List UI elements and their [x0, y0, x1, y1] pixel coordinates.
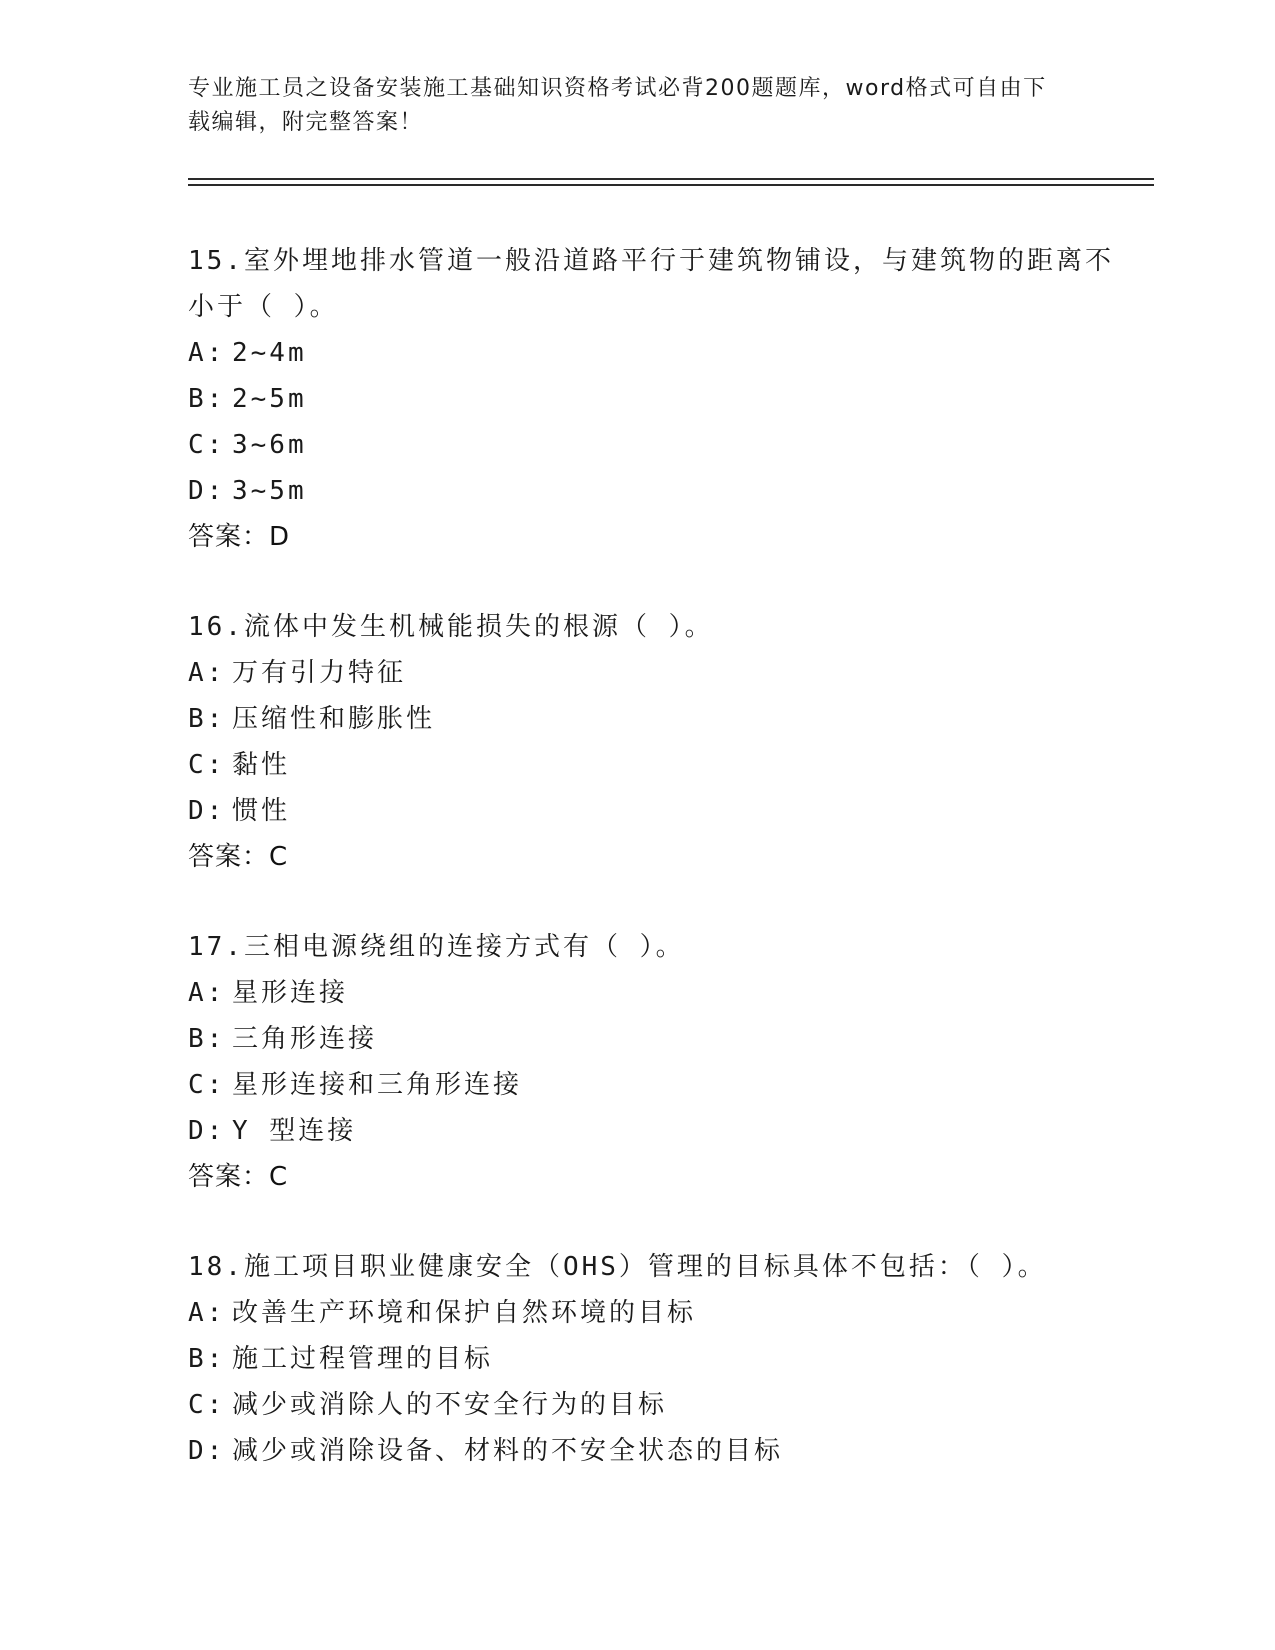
question-number: 16. — [188, 612, 244, 642]
option-text: 星形连接 — [232, 978, 349, 1008]
answer-line: 答案：C — [188, 842, 289, 872]
option-b — [188, 1336, 1138, 1382]
option-a — [188, 1290, 1138, 1336]
option-key: C: — [188, 1070, 226, 1100]
option-text: Y 型连接 — [232, 1116, 357, 1146]
option-text: 万有引力特征 — [232, 658, 407, 688]
option-key: C: — [188, 1390, 226, 1420]
option-text: 三角形连接 — [232, 1024, 378, 1054]
option-a — [188, 330, 1138, 376]
option-key: B: — [188, 1024, 226, 1054]
question-item — [188, 604, 1138, 880]
question-stem: 室外埋地排水管道一般沿道路平行于建筑物铺设，与建筑物的距离不小于（ ）。 — [188, 246, 1114, 322]
option-key: B: — [188, 704, 226, 734]
question-stem: 施工项目职业健康安全（OHS）管理的目标具体不包括：（ ）。 — [243, 1252, 1047, 1282]
question-stem: 流体中发生机械能损失的根源（ ）。 — [243, 612, 714, 642]
option-text: 改善生产环境和保护自然环境的目标 — [232, 1298, 697, 1328]
option-key: C: — [188, 750, 226, 780]
question-item — [188, 924, 1138, 1200]
option-key: D: — [188, 1436, 226, 1466]
option-key: A: — [188, 978, 226, 1008]
option-key: B: — [188, 1344, 226, 1374]
question-number: 18. — [188, 1252, 244, 1282]
option-c — [188, 1062, 1138, 1108]
option-text: 惯性 — [232, 796, 291, 826]
question-item — [188, 238, 1138, 560]
option-b — [188, 696, 1138, 742]
question-item — [188, 1244, 1138, 1474]
question-number: 15. — [188, 246, 244, 276]
question-text — [188, 924, 1138, 970]
option-text: 减少或消除人的不安全行为的目标 — [232, 1390, 668, 1420]
option-b — [188, 1016, 1138, 1062]
option-d — [188, 788, 1138, 834]
option-key: C: — [188, 430, 226, 460]
option-key: A: — [188, 658, 226, 688]
question-text — [188, 604, 1138, 650]
header-divider-bottom — [188, 184, 1154, 186]
option-key: A: — [188, 1298, 226, 1328]
question-text — [188, 1244, 1138, 1290]
option-text: 2~4m — [232, 338, 307, 368]
option-d — [188, 1428, 1138, 1474]
option-c — [188, 422, 1138, 468]
option-text: 减少或消除设备、材料的不安全状态的目标 — [232, 1436, 784, 1466]
question-stem: 三相电源绕组的连接方式有（ ）。 — [243, 932, 685, 962]
option-text: 星形连接和三角形连接 — [232, 1070, 523, 1100]
option-d — [188, 1108, 1138, 1154]
option-text: 3~5m — [232, 476, 307, 506]
option-key: D: — [188, 796, 226, 826]
option-a — [188, 970, 1138, 1016]
option-a — [188, 650, 1138, 696]
question-text — [188, 238, 1138, 330]
option-c — [188, 1382, 1138, 1428]
option-text: 2~5m — [232, 384, 307, 414]
document-header: 专业施工员之设备安装施工基础知识资格考试必背200题题库，word格式可自由下载编辑，附完整答案！ — [188, 76, 1047, 135]
header-divider-top — [188, 178, 1154, 180]
option-b — [188, 376, 1138, 422]
option-text: 黏性 — [232, 750, 291, 780]
option-key: B: — [188, 384, 226, 414]
answer-line: 答案：C — [188, 1162, 289, 1192]
question-list — [188, 238, 1138, 1518]
option-d — [188, 468, 1138, 514]
answer-line: 答案：D — [188, 522, 291, 552]
option-text: 施工过程管理的目标 — [232, 1344, 494, 1374]
option-key: A: — [188, 338, 226, 368]
option-key: D: — [188, 476, 226, 506]
option-text: 压缩性和膨胀性 — [232, 704, 436, 734]
option-key: D: — [188, 1116, 226, 1146]
option-text: 3~6m — [232, 430, 307, 460]
question-number: 17. — [188, 932, 244, 962]
option-c — [188, 742, 1138, 788]
